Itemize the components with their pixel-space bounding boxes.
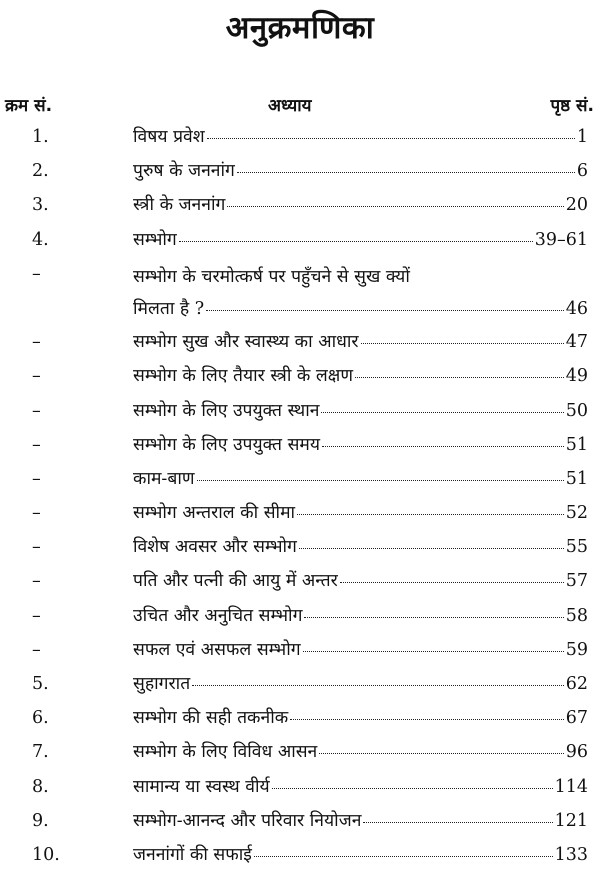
entry-title: विषय प्रवेश	[133, 127, 205, 147]
entry-page: 96	[565, 742, 588, 763]
leader-dots	[363, 822, 552, 823]
entry-title: सम्भोग की सही तकनीक	[133, 708, 289, 729]
toc-entry[interactable]	[0, 564, 600, 598]
entry-page: 20	[565, 195, 588, 216]
entry-title: पुरुष के जननांग	[133, 161, 235, 182]
entry-title: सम्भोग-आनन्द और परिवार नियोजन	[133, 810, 362, 831]
leader-dots	[340, 582, 564, 583]
leader-dots	[227, 206, 563, 207]
entry-title: जननांगों की सफाई	[133, 844, 252, 865]
toc-entry[interactable]	[0, 496, 600, 530]
leader-dots	[297, 514, 564, 515]
entry-title: सुहागरात	[133, 674, 191, 695]
toc-entry[interactable]	[0, 599, 600, 633]
leader-dots	[272, 788, 553, 789]
leader-dots	[237, 172, 575, 173]
entry-title: विशेष अवसर और सम्भोग	[133, 537, 297, 558]
leader-dots	[207, 138, 575, 139]
entry-page: 55	[565, 537, 588, 558]
entry-number: –	[32, 468, 41, 489]
leader-dots	[192, 685, 564, 686]
entry-number: –	[32, 503, 41, 524]
entry-number: 7.	[32, 742, 49, 763]
entry-page: 46	[565, 298, 588, 319]
toc-entry[interactable]	[0, 359, 600, 393]
entry-number: –	[32, 571, 41, 592]
entry-number: 8.	[32, 776, 49, 797]
leader-dots	[197, 480, 564, 481]
leader-dots	[254, 856, 553, 857]
entry-title: मिलता है ?	[133, 298, 205, 319]
entry-number: 6.	[32, 708, 49, 729]
leader-dots	[355, 377, 564, 378]
entry-title: उचित और अनुचित सम्भोग	[133, 605, 303, 626]
entry-number: 2.	[32, 161, 49, 182]
leader-dots	[179, 241, 533, 242]
entry-title: सम्भोग के लिए विविध आसन	[133, 742, 318, 763]
toc-entry[interactable]	[0, 325, 600, 359]
header-chapter: अध्याय	[268, 96, 312, 116]
toc-entry[interactable]	[0, 188, 600, 222]
header-page: पृष्ठ सं.	[550, 96, 594, 116]
toc-entry[interactable]	[0, 394, 600, 428]
entry-page: 50	[565, 400, 588, 421]
entry-title: सम्भोग के लिए उपयुक्त स्थान	[133, 400, 320, 421]
leader-dots	[290, 719, 564, 720]
entry-page: 59	[565, 639, 588, 660]
leader-dots	[206, 310, 564, 311]
entry-number: –	[32, 400, 41, 421]
toc-entry[interactable]	[0, 701, 600, 735]
entry-title: काम-बाण	[133, 468, 195, 489]
entry-page: 62	[565, 674, 588, 695]
entry-title: सफल एवं असफल सम्भोग	[133, 639, 301, 660]
entry-page: 51	[565, 468, 588, 489]
entry-page: 114	[554, 776, 588, 797]
leader-dots	[319, 753, 563, 754]
entry-number: –	[32, 366, 41, 387]
entry-title: पति और पत्नी की आयु में अन्तर	[133, 571, 338, 592]
leader-dots	[322, 446, 564, 447]
entry-title: सामान्य या स्वस्थ वीर्य	[133, 776, 270, 797]
entry-number: –	[32, 605, 41, 626]
entry-page: 51	[565, 434, 588, 455]
entry-number: 4.	[32, 229, 49, 250]
entry-page: 133	[554, 844, 588, 865]
toc-entry[interactable]	[0, 257, 600, 325]
toc-header-row	[0, 90, 600, 122]
entry-page: 57	[565, 571, 588, 592]
entry-number: 9.	[32, 810, 49, 831]
page-title: अनुक्रमणिका	[225, 10, 375, 46]
entry-page: 1	[576, 127, 588, 147]
entry-title: सम्भोग सुख और स्वास्थ्य का आधार	[133, 332, 359, 353]
entry-number: –	[32, 263, 41, 284]
entry-number: –	[32, 434, 41, 455]
toc-entry[interactable]	[0, 838, 600, 872]
toc-entry[interactable]	[0, 633, 600, 667]
entry-number: –	[32, 537, 41, 558]
toc-entry[interactable]	[0, 667, 600, 701]
entry-page: 49	[565, 366, 588, 387]
toc-entry[interactable]	[0, 530, 600, 564]
entry-page: 121	[554, 810, 588, 831]
toc-entry[interactable]	[0, 120, 600, 154]
entry-title: सम्भोग के लिए उपयुक्त समय	[133, 434, 321, 455]
entry-page: 47	[565, 332, 588, 353]
entry-page: 39–61	[534, 229, 588, 250]
entry-title: सम्भोग	[133, 229, 177, 250]
entry-title: सम्भोग अन्तराल की सीमा	[133, 503, 296, 524]
entry-page: 52	[565, 503, 588, 524]
entry-number: 1.	[32, 127, 49, 147]
entry-number: 3.	[32, 195, 49, 216]
leader-dots	[321, 412, 563, 413]
entry-number: –	[32, 639, 41, 660]
entry-page: 6	[576, 161, 588, 182]
toc-entry[interactable]	[0, 804, 600, 838]
leader-dots	[361, 343, 564, 344]
leader-dots	[304, 617, 563, 618]
toc-entry[interactable]	[0, 770, 600, 804]
leader-dots	[303, 651, 564, 652]
leader-dots	[299, 548, 564, 549]
entry-page: 58	[565, 605, 588, 626]
header-number: क्रम सं.	[5, 96, 53, 116]
entry-number: 10.	[32, 844, 60, 865]
entry-title: स्त्री के जननांग	[133, 195, 226, 216]
entry-title: सम्भोग के लिए तैयार स्त्री के लक्षण	[133, 366, 353, 387]
entry-page: 67	[565, 708, 588, 729]
entry-number: 5.	[32, 674, 49, 695]
toc-list	[0, 120, 600, 872]
toc-entry[interactable]	[0, 462, 600, 496]
toc-entry[interactable]	[0, 223, 600, 257]
entry-number: –	[32, 332, 41, 353]
toc-entry[interactable]	[0, 154, 600, 188]
toc-entry[interactable]	[0, 428, 600, 462]
toc-entry[interactable]	[0, 735, 600, 769]
entry-title-line1: सम्भोग के चरमोत्कर्ष पर पहुँचने से सुख क्यों	[133, 266, 410, 287]
